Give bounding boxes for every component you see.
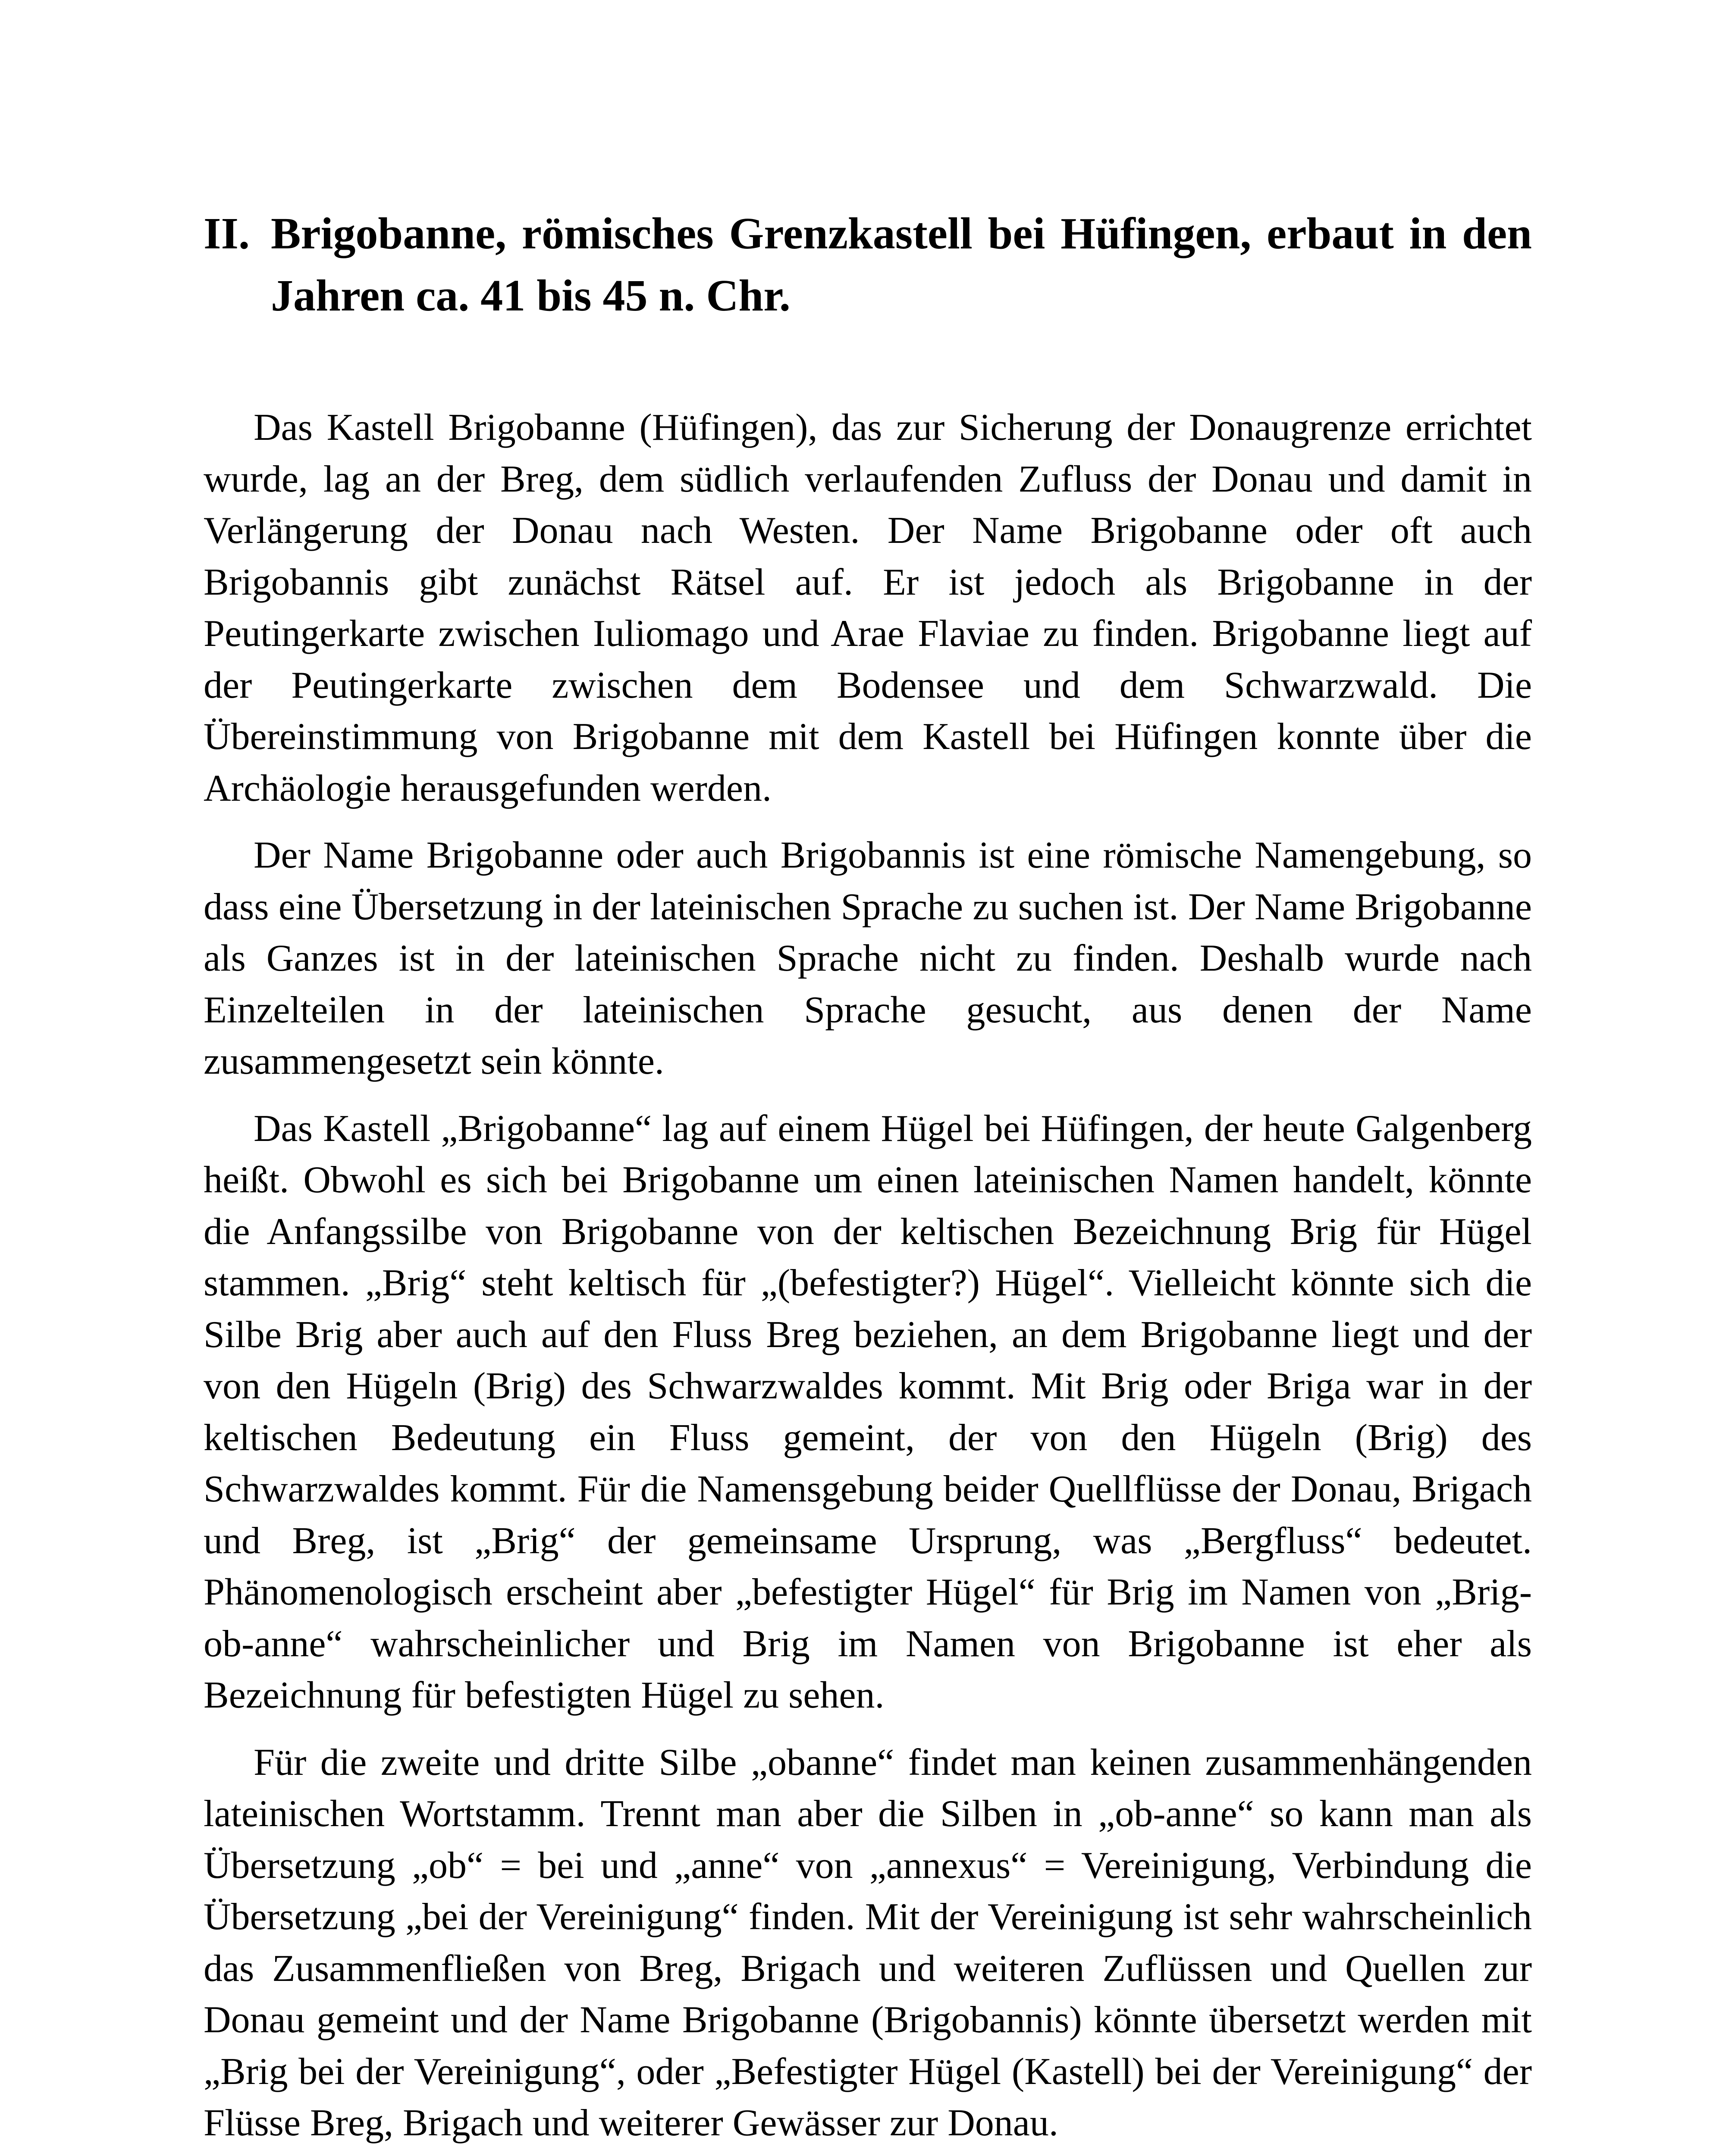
section-title: Brigobanne, römisches Grenzkastell bei Hüfingen, erbaut in den Jahren ca. 41 bis 45 n. Chr. bbox=[271, 209, 1532, 320]
section-heading bbox=[204, 203, 1532, 327]
paragraph-3: Das Kastell „Brigobanne“ lag auf einem Hügel bei Hüfingen, der heute Galgenberg heißt. Obwohl es sich bei Brigobanne um einen lateinischen Namen handelt, könnte die Anfangssilbe von Brigobanne von der keltischen Bezeichnung Brig für Hügel stammen. „Brig“ steht keltisch für „(befestigter?) Hügel“. Vielleicht könnte sich die Silbe Brig aber auch auf den Fluss Breg beziehen, an dem Brigobanne liegt und der von den Hügeln (Brig) des Schwarzwaldes kommt. Mit Brig oder Briga war in der keltischen Bedeutung ein Fluss gemeint, der von den Hügeln (Brig) des Schwarzwaldes kommt. Für die Namensgebung beider Quellflüsse der Donau, Brigach und Breg, ist „Brig“ der gemeinsame Ursprung, was „Bergfluss“ bedeutet. Phänomenologisch erscheint aber „befestigter Hügel“ für Brig im Namen von „Brig-ob-anne“ wahrscheinlicher und Brig im Namen von Brigobanne ist eher als Bezeichnung für befestigten Hügel zu sehen. bbox=[204, 1107, 1532, 1716]
page-content bbox=[204, 203, 1532, 2156]
paragraph-2: Der Name Brigobanne oder auch Brigobannis ist eine römische Namengebung, so dass eine Übersetzung in der lateinischen Sprache zu suchen ist. Der Name Brigobanne als Ganzes ist in der lateinischen Sprache nicht zu finden. Deshalb wurde nach Einzelteilen in der lateinischen Sprache gesucht, aus denen der Name zusammengesetzt sein könnte. bbox=[204, 834, 1532, 1082]
paragraph-4: Für die zweite und dritte Silbe „obanne“ findet man keinen zusammenhängenden lateinischen Wortstamm. Trennt man aber die Silben in „ob-anne“ so kann man als Übersetzung „ob“ = bei und „anne“ von „annexus“ = Vereinigung, Verbindung die Übersetzung „bei der Vereinigung“ finden. Mit der Vereinigung ist sehr wahrscheinlich das Zusammenfließen von Breg, Brigach und weiteren Zuflüssen und Quellen zur Donau gemeint und der Name Brigobanne (Brigobannis) könnte übersetzt werden mit „Brig bei der Vereinigung“, oder „Befestigter Hügel (Kastell) bei der Vereinigung“ der Flüsse Breg, Brigach und weiterer Gewässer zur Donau. bbox=[204, 1741, 1532, 2144]
body-text bbox=[204, 402, 1532, 2149]
section-number: II. bbox=[204, 209, 250, 258]
paragraph-1: Das Kastell Brigobanne (Hüfingen), das zur Sicherung der Donaugrenze errichtet wurde, lag an der Breg, dem südlich verlaufenden Zufluss der Donau und damit in Verlängerung der Donau nach Westen. Der Name Brigobanne oder oft auch Brigobannis gibt zunächst Rätsel auf. Er ist jedoch als Brigobanne in der Peutingerkarte zwischen Iuliomago und Arae Flaviae zu finden. Brigobanne liegt auf der Peutingerkarte zwischen dem Bodensee und dem Schwarzwald. Die Übereinstimmung von Brigobanne mit dem Kastell bei Hüfingen konnte über die Archäologie herausgefunden werden. bbox=[204, 407, 1532, 809]
